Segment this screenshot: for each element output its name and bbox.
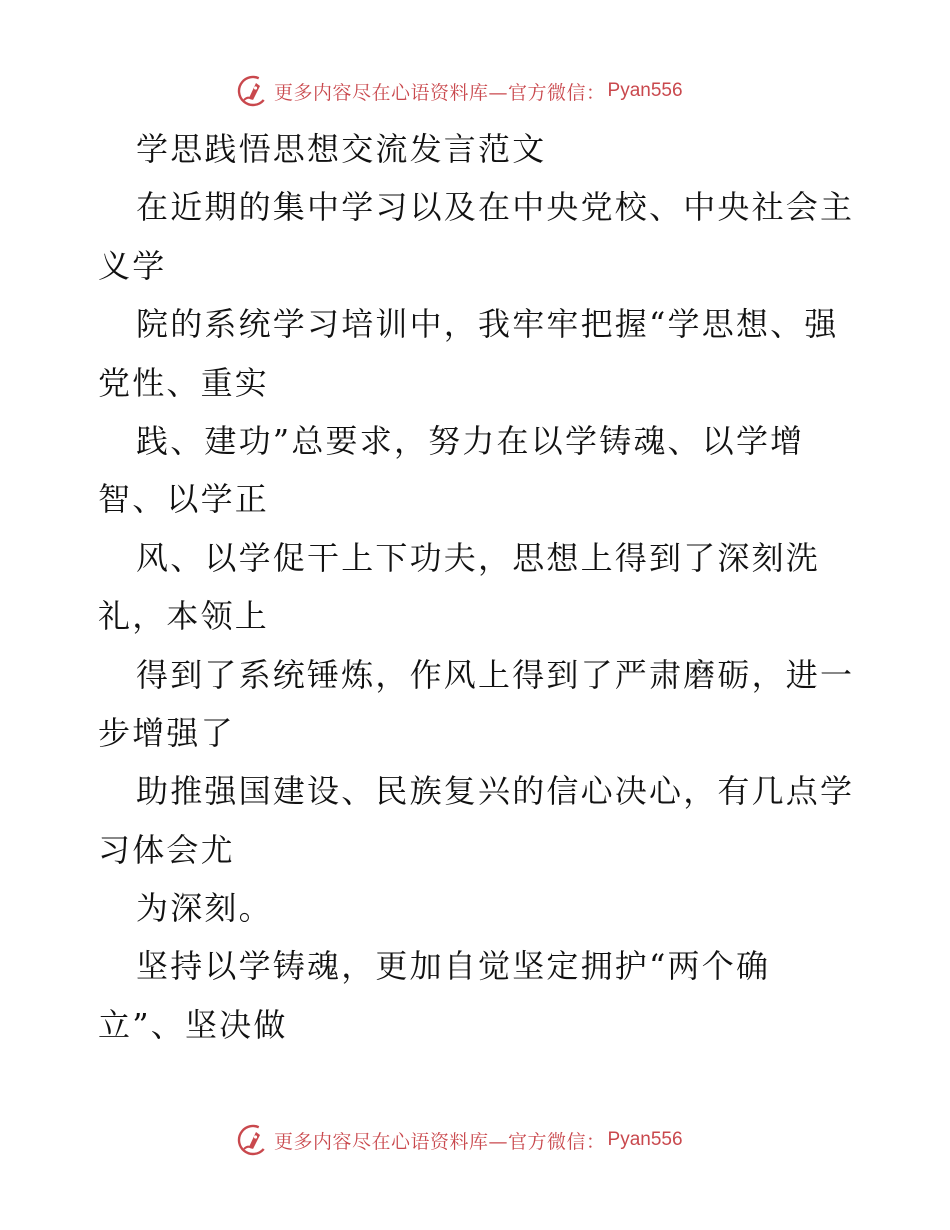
document-body	[98, 120, 858, 1054]
banner-text: 更多内容尽在心语资料库—官方微信：	[274, 1130, 606, 1153]
text-line: 学思践悟思想交流发言范文	[136, 130, 547, 168]
banner-text: 更多内容尽在心语资料库—官方微信：	[274, 81, 606, 104]
banner-wechat-handle: Pyan556	[607, 1129, 683, 1150]
text-line: 风、以学促干上下功夫，思想上得到了深刻洗	[136, 538, 821, 577]
text-line: 党性、重实	[98, 363, 270, 402]
text-line: 立”、坚决做	[98, 1005, 288, 1044]
pen-nib-logo-icon	[236, 74, 270, 108]
text-line: 步增强了	[98, 713, 235, 752]
text-line: 坚持以学铸魂，更加自觉坚定拥护“两个确	[136, 947, 771, 986]
footer-banner	[236, 1120, 683, 1160]
banner-wechat-handle: Pyan556	[607, 80, 683, 101]
text-line: 智、以学正	[98, 480, 270, 519]
text-line: 得到了系统锤炼，作风上得到了严肃磨砺，进一	[136, 655, 855, 694]
text-line: 习体会尤	[98, 830, 235, 869]
text-line: 礼，本领上	[98, 597, 270, 636]
text-line: 在近期的集中学习以及在中央党校、中央社会主	[136, 188, 855, 227]
pen-nib-logo-icon	[236, 1123, 270, 1157]
text-line: 助推强国建设、民族复兴的信心决心，有几点学	[136, 772, 855, 811]
text-line: 院的系统学习培训中，我牢牢把握“学思想、强	[136, 305, 839, 344]
header-banner	[236, 71, 683, 111]
text-line: 义学	[98, 246, 167, 285]
text-line: 为深刻。	[136, 889, 273, 928]
text-line: 践、建功”总要求，努力在以学铸魂、以学增	[136, 421, 805, 460]
